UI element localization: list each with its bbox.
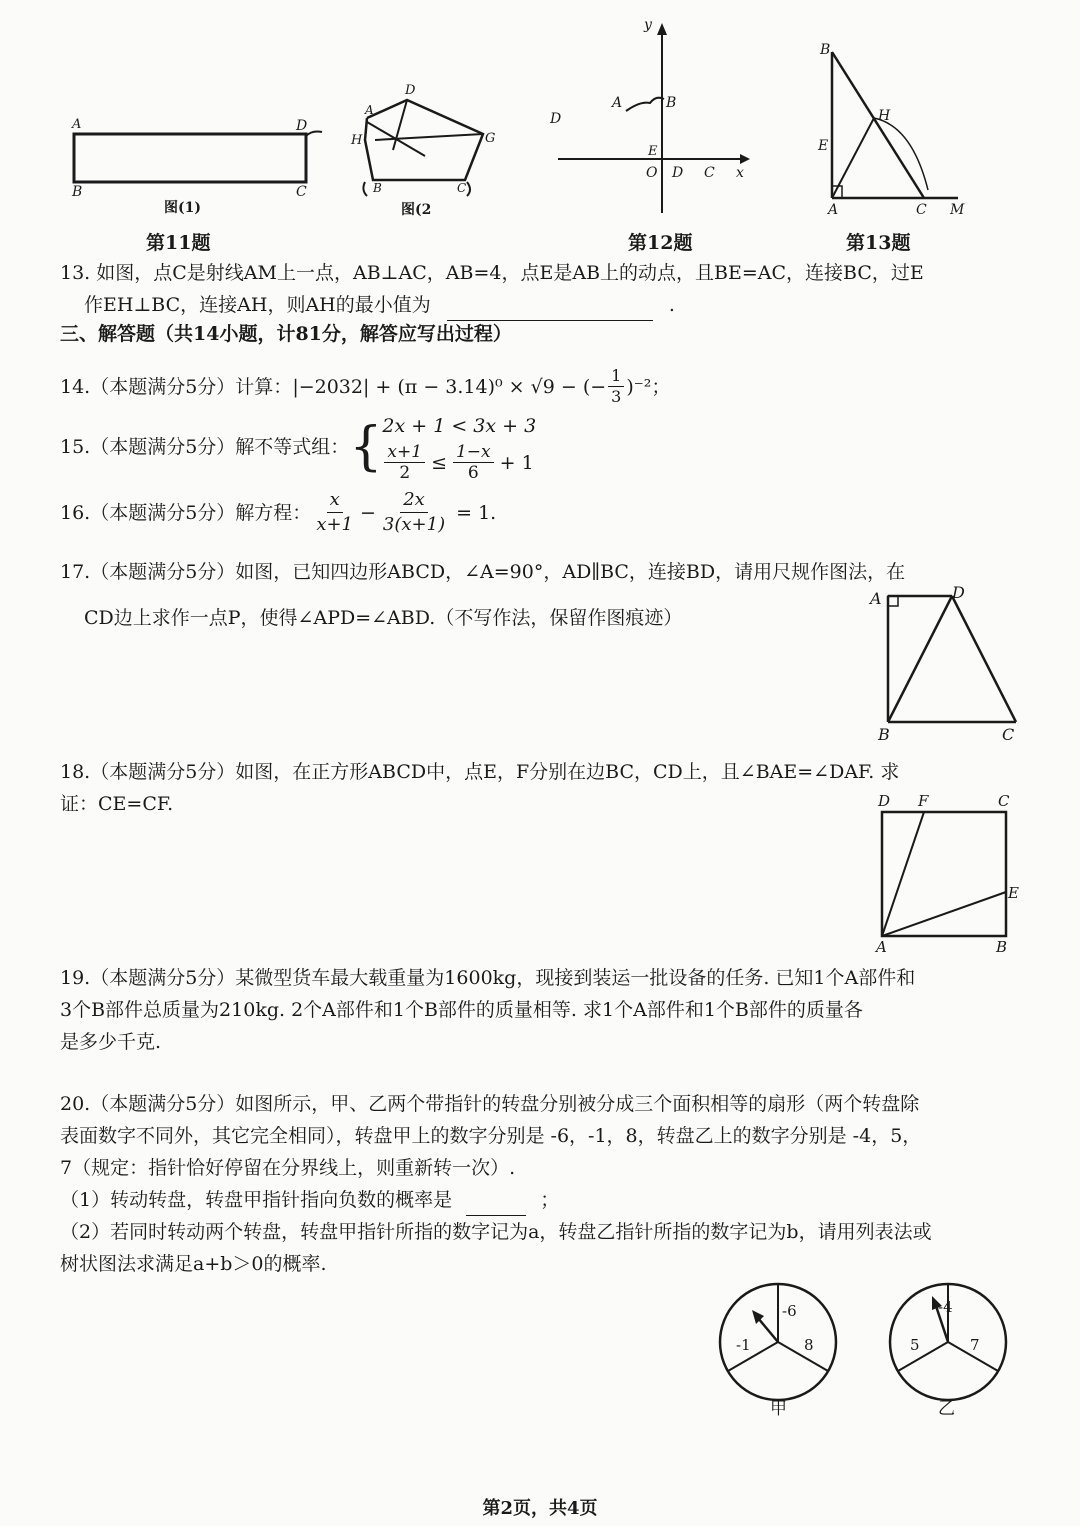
label-C: C [457, 181, 467, 195]
sub-figure-2-label: 图(2 [401, 202, 432, 218]
label-B: B [878, 725, 890, 744]
label-E: E [818, 138, 829, 154]
label-D: D [405, 83, 416, 98]
question-16-frac2-den: 3(x+1) [382, 514, 446, 535]
label-B: B [820, 42, 831, 58]
question-15-frac1-num: x+1 [384, 442, 425, 463]
question-16-op: − [360, 501, 376, 524]
label-A: A [828, 202, 839, 218]
label-D: D [878, 792, 891, 810]
question-19 [60, 962, 1020, 1058]
label-E: E [648, 144, 658, 159]
label-A: A [876, 938, 887, 956]
figure-17-quadrilateral [866, 584, 1026, 744]
label-A: A [612, 95, 623, 111]
question-16-tail: = 1. [456, 501, 497, 524]
figure-13-triangle [808, 40, 988, 222]
question-16-frac2-num: 2x [400, 488, 428, 513]
answer-blank-13[interactable] [447, 294, 653, 321]
spinner-jia-label: 甲 [770, 1399, 787, 1418]
label-D-left: D [550, 111, 562, 127]
sub-figure-1-label: 图(1) [164, 200, 201, 216]
question-20-part-1 [60, 1184, 1020, 1216]
question-15-ineq-1: 2x + 1 < 3x + 3 [382, 415, 537, 437]
question-15-frac2-num: 1−x [453, 442, 494, 463]
label-y: y [644, 17, 652, 33]
spinner-jia-value-2: -1 [736, 1336, 751, 1354]
question-15-frac2-den: 6 [467, 463, 479, 483]
spinner-jia-value-1: -6 [782, 1302, 797, 1320]
figure-11-rectangle [60, 100, 330, 230]
label-x: x [736, 165, 744, 181]
question-16-prefix: 16.（本题满分5分）解方程： [60, 501, 312, 524]
label-B: B [996, 938, 1008, 956]
label-M: M [950, 202, 965, 218]
question-19-line-2: 3个B部件总质量为210kg. 2个A部件和1个B部件的质量相等. 求1个A部件和1个B部件的质量各 [60, 999, 863, 1021]
label-C: C [998, 792, 1010, 810]
question-20-line-2: 表面数字不同外，其它完全相同），转盘甲上的数字分别是 -6，-1，8，转盘乙上的数字分别是 -4，5， [60, 1125, 922, 1147]
caption-q12: 第12题 [628, 232, 693, 254]
question-13 [60, 257, 1020, 321]
spinner-yi-value-2: 5 [910, 1336, 920, 1354]
label-A: A [870, 589, 882, 608]
label-F: F [918, 792, 929, 810]
question-15 [60, 410, 536, 483]
question-14 [60, 366, 670, 407]
answer-blank-20-1[interactable] [466, 1191, 526, 1216]
question-20-part-2-line-2: 树状图法求满足a+b＞0的概率. [60, 1253, 327, 1275]
question-16 [60, 488, 496, 537]
label-B: B [72, 184, 83, 200]
label-E: E [1008, 884, 1019, 902]
label-B: B [666, 95, 677, 111]
question-14-expr: |−2032| + (π − 3.14)⁰ × √9 − (− [292, 375, 607, 398]
label-D: D [296, 118, 308, 134]
question-14-prefix: 14.（本题满分5分）计算： [60, 375, 293, 398]
label-D: D [672, 165, 684, 181]
question-17-line-2: CD边上求作一点P，使得∠APD=∠ABD.（不写作法，保留作图痕迹） [84, 607, 683, 629]
figure-12-coordinates [540, 15, 760, 215]
question-16-frac1-num: x [327, 488, 343, 513]
label-C: C [296, 184, 307, 200]
question-20-part-1-text: （1）转动转盘，转盘甲指针指向负数的概率是 [60, 1189, 453, 1211]
question-15-prefix: 15.（本题满分5分）解不等式组： [60, 435, 350, 458]
question-18-line-2: 证：CE=CF. [60, 793, 174, 815]
question-15-op: ≤ [431, 451, 447, 474]
spinner-yi-label: 乙 [938, 1399, 955, 1418]
question-17-line-1: 17.（本题满分5分）如图，已知四边形ABCD，∠A=90°，AD∥BC，连接BD，请用尺规作图法，在 [60, 561, 906, 583]
label-C: C [1002, 725, 1015, 744]
question-13-text: 作EH⊥BC，连接AH，则AH的最小值为 [84, 294, 431, 316]
label-H: H [351, 133, 363, 148]
question-14-frac-num: 1 [608, 366, 624, 387]
question-20-part-1-end: ； [540, 1189, 560, 1211]
question-19-line-3: 是多少千克. [60, 1031, 162, 1053]
question-20-line-1: 20.（本题满分5分）如图所示，甲、乙两个带指针的转盘分别被分成三个面积相等的扇形（两个转盘除 [60, 1093, 920, 1115]
question-13-line-2 [60, 289, 1020, 321]
label-O: O [646, 165, 658, 181]
system-brace: { [349, 416, 383, 477]
label-D: D [952, 584, 965, 602]
figure-18-square [870, 790, 1030, 958]
spinner-yi-value-3: 7 [970, 1336, 980, 1354]
question-13-end: . [668, 294, 675, 316]
label-C: C [704, 165, 715, 181]
question-14-tail: )⁻²； [626, 375, 671, 398]
question-20 [60, 1088, 1020, 1280]
label-A: A [72, 117, 82, 132]
section-3-title: 三、解答题（共14小题，计81分，解答应写出过程） [60, 323, 512, 345]
label-B: B [373, 181, 382, 195]
question-18-line-1: 18.（本题满分5分）如图，在正方形ABCD中，点E，F分别在边BC，CD上，且∠BAE=∠DAF. 求 [60, 761, 900, 783]
spinner-yi [880, 1278, 1030, 1418]
question-14-frac-den: 3 [611, 387, 622, 406]
caption-q11: 第11题 [146, 232, 211, 254]
label-G: G [485, 131, 496, 146]
question-15-frac1-den: 2 [399, 463, 411, 483]
question-16-frac1-den: x+1 [316, 514, 353, 535]
question-19-line-1: 19.（本题满分5分）某微型货车最大载重量为1600kg，现接到装运一批设备的任务. 已知1个A部件和 [60, 967, 916, 989]
label-H: H [878, 108, 891, 124]
question-13-line-1: 13. 如图，点C是射线AM上一点，AB⊥AC，AB=4，点E是AB上的动点，且BE=AC，连接BC，过E [60, 262, 924, 284]
caption-q13: 第13题 [846, 232, 911, 254]
spinner-jia-value-3: 8 [804, 1336, 814, 1354]
label-C: C [916, 202, 927, 218]
label-A: A [365, 103, 374, 117]
spinner-jia [708, 1278, 858, 1418]
spinner-yi-value-1: -4 [938, 1298, 953, 1316]
page-footer: 第2页，共4页 [482, 1498, 598, 1519]
figure-11-folded [345, 78, 505, 228]
question-15-tail: + 1 [499, 451, 534, 474]
question-20-part-2-line-1: （2）若同时转动两个转盘，转盘甲指针所指的数字记为a，转盘乙指针所指的数字记为b，请用列表法或 [60, 1221, 932, 1243]
question-20-line-3: 7（规定：指针恰好停留在分界线上，则重新转一次）. [60, 1157, 516, 1179]
